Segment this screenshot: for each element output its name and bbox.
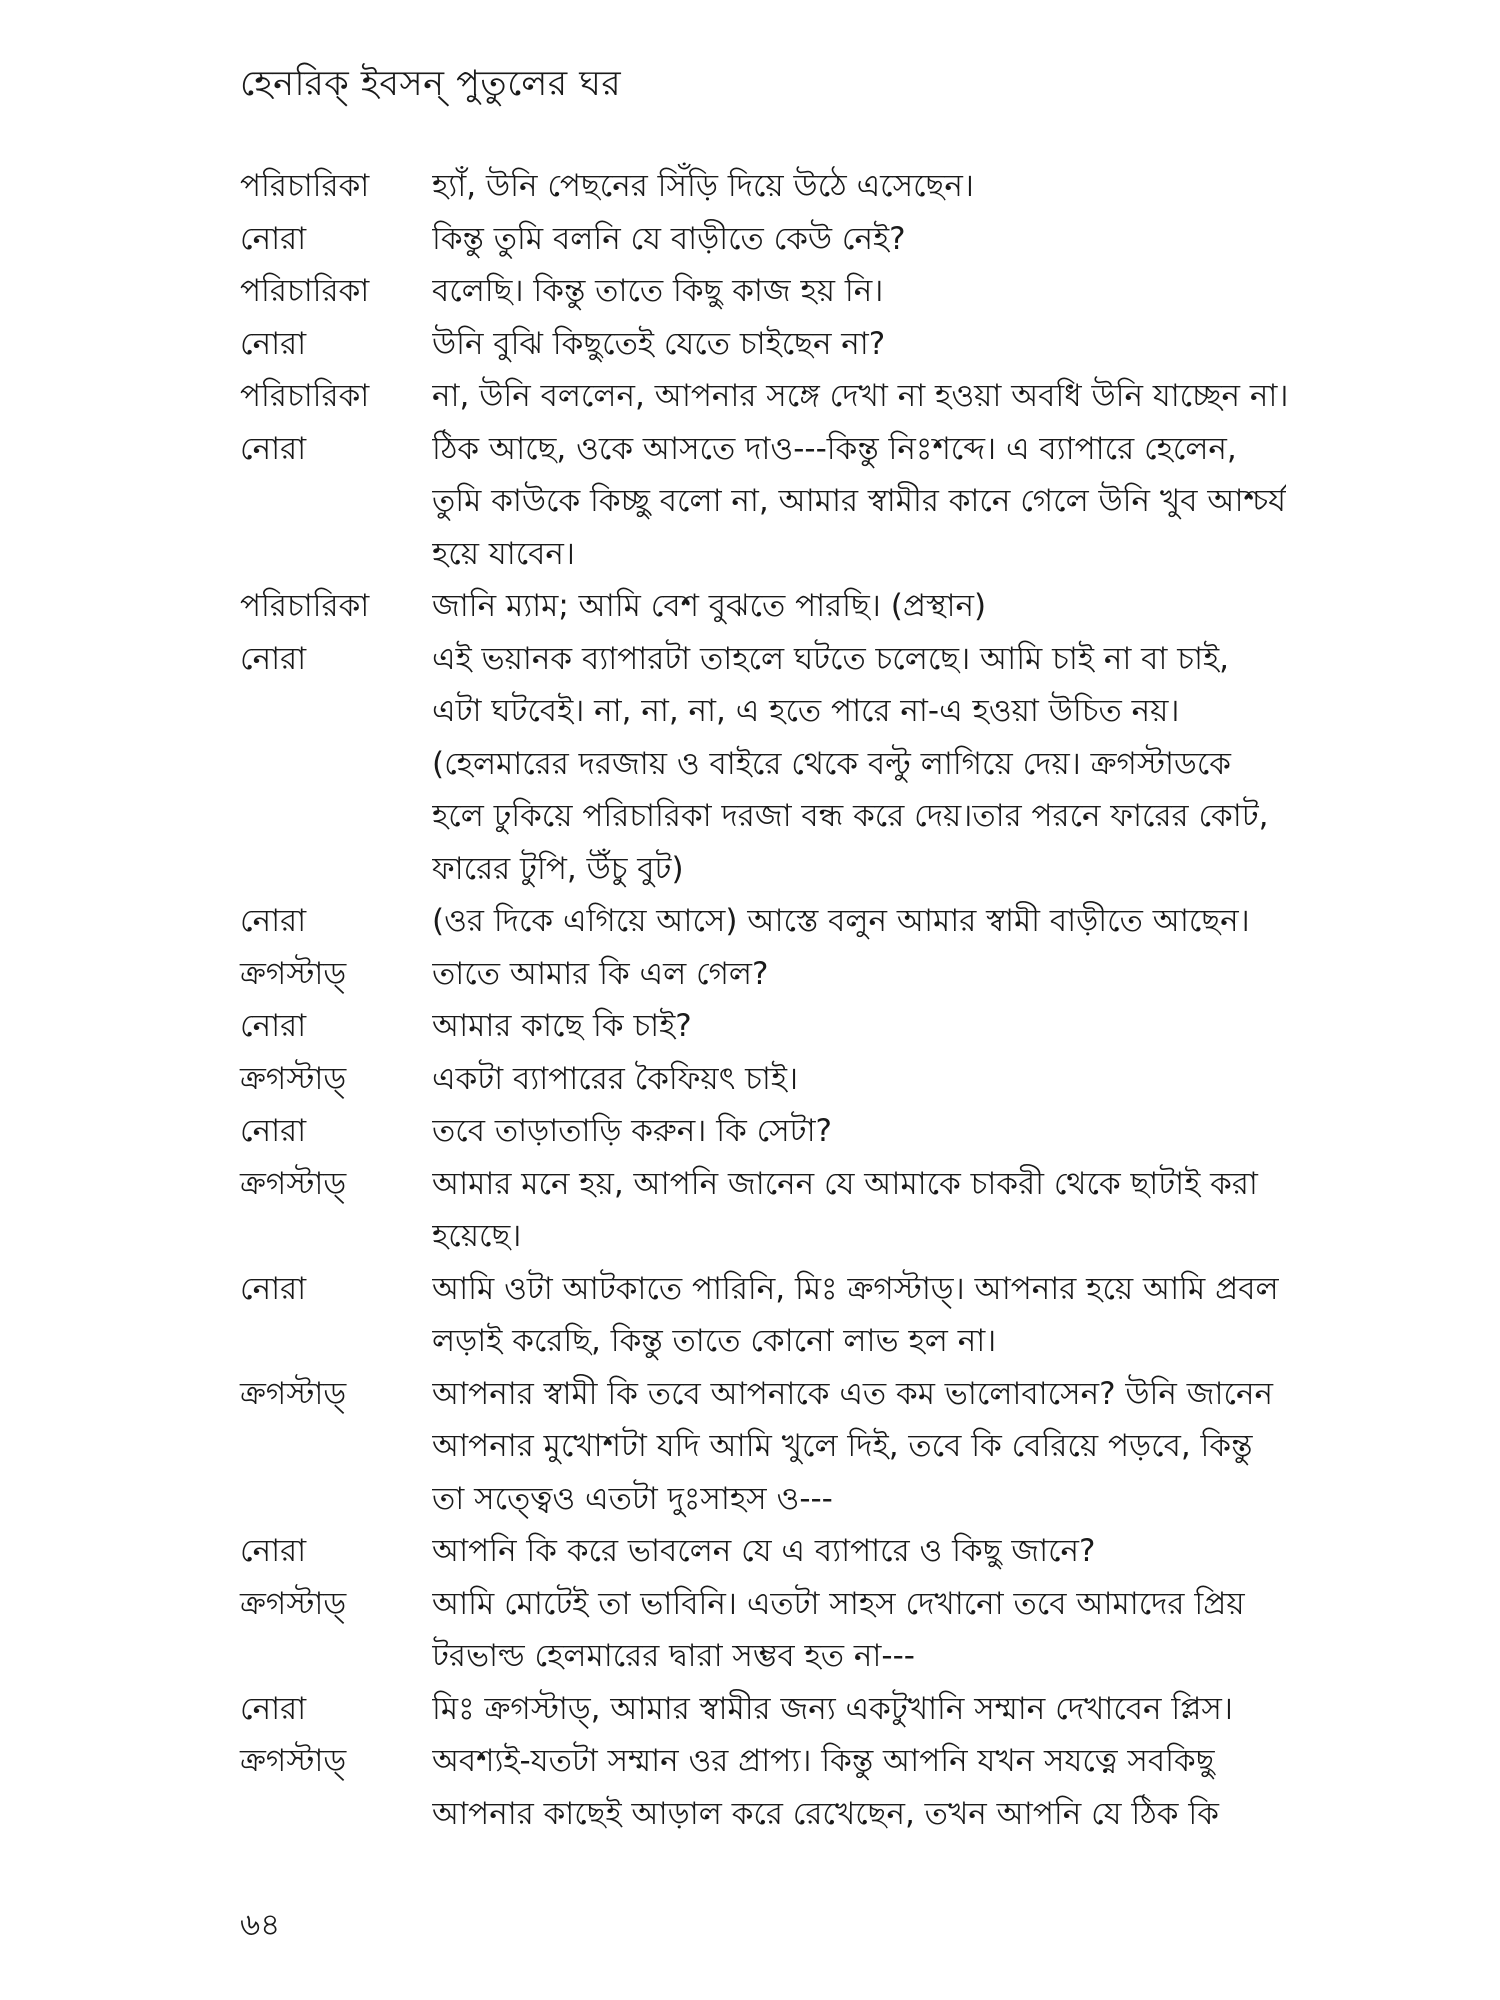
speech-line: উনি বুঝি কিছুতেই যেতে চাইছেন না? [432,325,886,362]
speech-line: আপনার মুখোশটা যদি আমি খুলে দিই, তবে কি বেরিয়ে পড়বে, কিন্তু [432,1428,1253,1464]
speech-line: আমার কাছে কি চাই? [432,1008,692,1044]
speaker-name: ক্রগস্টাড্ [240,1375,347,1412]
speech-line: আপনার কাছেই আড়াল করে রেখেছেন, তখন আপনি যে ঠিক কি [432,1795,1219,1832]
dialogue-row [240,1158,1280,1263]
speech-line: কিন্তু তুমি বলনি যে বাড়ীতে কেউ নেই? [432,220,906,257]
dialogue-row [240,1263,1280,1368]
speech-text [432,213,1280,266]
dialogue-row [240,1578,1280,1683]
speech-text [432,318,1280,371]
speech-text [432,265,1280,318]
speech-text [432,1053,1280,1106]
speech-text [432,1368,1280,1526]
speech-line: আপনি কি করে ভাবলেন যে এ ব্যাপারে ও কিছু জানে? [432,1533,1096,1569]
speech-text [432,423,1286,581]
speech-text [432,1525,1280,1578]
speaker-name: ক্রগস্টাড্ [240,955,347,992]
speech-line: (ওর দিকে এগিয়ে আসে) আস্তে বলুন আমার স্বামী বাড়ীতে আছেন। [432,903,1250,939]
speaker-name: নোরা [240,1113,307,1149]
speaker-name: পরিচারিকা [240,378,370,414]
speaker-name: নোরা [240,1533,307,1569]
dialogue-row [240,895,1280,948]
speech-line: হলে ঢুকিয়ে পরিচারিকা দরজা বন্ধ করে দেয়।তার পরনে ফারের কোট, [432,798,1269,834]
play-dialogue [240,160,1289,1840]
dialogue-row [240,213,1280,266]
speech-line: এটা ঘটবেই। না, না, না, এ হতে পারে না-এ হওয়া উচিত নয়। [432,693,1180,729]
speech-line: একটা ব্যাপারের কৈফিয়ৎ চাই। [432,1060,799,1097]
dialogue-row [240,318,1280,371]
dialogue-row [240,1525,1280,1578]
speech-line: তা সত্ত্বেও এতটা দুঃসাহস ও--- [432,1480,833,1517]
speaker-name: নোরা [240,1008,307,1044]
speech-line: তুমি কাউকে কিচ্ছু বলো না, আমার স্বামীর কানে গেলে উনি খুব আশ্চর্য [432,483,1286,519]
dialogue-row [240,265,1280,318]
dialogue-row [240,160,1280,213]
speech-text [432,1263,1280,1368]
running-header: হেনরিক্ ইবসন্ পুতুলের ঘর [240,64,622,104]
speaker-name: ক্রগস্টাড্ [240,1165,347,1202]
speech-line: হ্যাঁ, উনি পেছনের সিঁড়ি দিয়ে উঠে এসেছেন। [432,168,974,204]
speech-line: তাতে আমার কি এল গেল? [432,955,769,992]
speech-text [432,1105,1280,1158]
speaker-name: নোরা [240,640,307,677]
speaker-name: ক্রগস্টাড্ [240,1585,347,1622]
speech-text [432,1683,1280,1736]
speech-line: হয়েছে। [432,1218,522,1254]
speech-line: আমি ওটা আটকাতে পারিনি, মিঃ ক্রগস্টাড্। আপনার হয়ে আমি প্রবল [432,1270,1279,1307]
dialogue-row [240,1368,1280,1526]
speech-line: বলেছি। কিন্তু তাতে কিছু কাজ হয় নি। [432,273,884,309]
dialogue-row [240,1105,1280,1158]
speech-line: হয়ে যাবেন। [432,535,576,572]
speech-line: (হেলমারের দরজায় ও বাইরে থেকে বল্টু লাগিয়ে দেয়। ক্রগস্টাডকে [432,745,1231,782]
speech-line: ঠিক আছে, ওকে আসতে দাও---কিন্তু নিঃশব্দে। এ ব্যাপারে হেলেন, [432,430,1237,467]
speech-line: আমি মোটেই তা ভাবিনি। এতটা সাহস দেখানো তবে আমাদের প্রিয় [432,1585,1245,1622]
speech-text [432,1578,1280,1683]
dialogue-row [240,948,1280,1001]
speaker-name: নোরা [240,325,307,362]
speech-line: তবে তাড়াতাড়ি করুন। কি সেটা? [432,1113,833,1149]
dialogue-row [240,1053,1280,1106]
speech-line: আপনার স্বামী কি তবে আপনাকে এত কম ভালোবাসেন? উনি জানেন [432,1375,1273,1412]
speaker-name: নোরা [240,430,307,467]
speech-line: অবশ্যই-যতটা সম্মান ওর প্রাপ্য। কিন্তু আপনি যখন সযত্নে সবকিছু [432,1743,1215,1779]
speaker-name: নোরা [240,220,307,257]
speech-text [432,895,1280,948]
dialogue-row [240,1683,1280,1736]
speaker-name: ক্রগস্টাড্ [240,1060,347,1097]
speech-line: মিঃ ক্রগস্টাড্, আমার স্বামীর জন্য একটুখানি সম্মান দেখাবেন প্লিস। [432,1690,1233,1727]
speech-line: লড়াই করেছি, কিন্তু তাতে কোনো লাভ হল না। [432,1323,997,1359]
speaker-name: নোরা [240,903,307,939]
dialogue-row [240,370,1289,423]
dialogue-row [240,1000,1280,1053]
speech-text [432,1735,1280,1840]
dialogue-row [240,423,1286,581]
speech-text [432,1158,1280,1263]
dialogue-row [240,580,1280,633]
speech-text [432,948,1280,1001]
page-number: ৬৪ [240,1907,281,1943]
speech-line: টরভাল্ড হেলমারের দ্বারা সম্ভব হত না--- [432,1638,915,1674]
dialogue-row [240,633,1280,896]
speaker-name: নোরা [240,1270,307,1307]
speech-text [432,370,1288,423]
speech-line: আমার মনে হয়, আপনি জানেন যে আমাকে চাকরী থেকে ছাটাই করা [432,1165,1258,1202]
speech-text [432,580,1280,633]
speech-text [432,1000,1280,1053]
speech-line: ফারের টুপি, উঁচু বুট) [432,850,684,887]
speech-line: জানি ম্যাম; আমি বেশ বুঝতে পারছি। (প্রস্থান) [432,588,987,624]
speech-text [432,160,1280,213]
speaker-name: নোরা [240,1690,307,1727]
speaker-name: পরিচারিকা [240,588,370,624]
speech-line: না, উনি বললেন, আপনার সঙ্গে দেখা না হওয়া অবধি উনি যাচ্ছেন না। [432,378,1289,414]
speech-line: এই ভয়ানক ব্যাপারটা তাহলে ঘটতে চলেছে। আমি চাই না বা চাই, [432,640,1229,677]
speech-text [432,633,1280,896]
speaker-name: ক্রগস্টাড্ [240,1743,347,1779]
speaker-name: পরিচারিকা [240,273,370,309]
speaker-name: পরিচারিকা [240,168,370,204]
dialogue-row [240,1735,1280,1840]
